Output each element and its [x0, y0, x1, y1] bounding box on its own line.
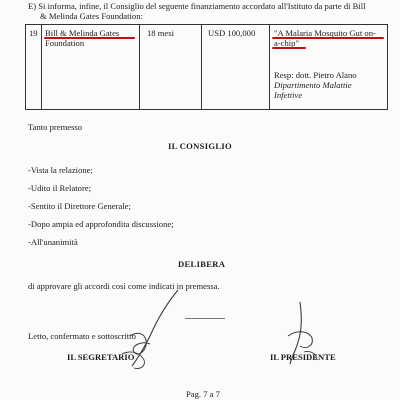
intro-line-2: & Melinda Gates Foundation:: [40, 11, 143, 21]
council-heading: IL CONSIGLIO: [168, 141, 233, 151]
project-title-cont: a-chip": [274, 38, 299, 48]
consideration-item: -Vista la relazione;: [28, 165, 93, 175]
funding-table: [25, 24, 388, 110]
project-highlight-underline-cont: [272, 47, 306, 49]
table-divider: [201, 25, 202, 109]
premise-text: Tanto premesso: [28, 122, 83, 132]
resolution-text: di approvare gli accordi così come indicati in premessa.: [28, 281, 220, 291]
department-cont: Infettive: [274, 90, 303, 100]
page-number: Pag. 7 a 7: [186, 389, 220, 399]
donor-name-cont: Foundation: [45, 38, 85, 48]
duration: 18 mesi: [147, 28, 174, 38]
responsible-person: Resp: dott. Pietro Alano: [274, 70, 357, 80]
intro-line-1: E) Si informa, infine, il Consiglio del seguente finanziamento accordato all'Istituto da parte di Bill: [28, 1, 366, 11]
closing-text: Letto, confermato e sottoscritto: [28, 331, 136, 341]
president-signature: [282, 300, 332, 370]
project-highlight-underline: [272, 37, 384, 39]
consideration-item: -Udito il Relatore;: [28, 183, 92, 193]
secretary-title: IL SEGRETARIO: [67, 352, 135, 362]
consideration-item: -Sentito il Direttore Generale;: [28, 201, 131, 211]
project-title: "A Malaria Mosquito Gut on-: [274, 28, 376, 38]
delibera-heading: DELIBERA: [178, 259, 226, 269]
department: Dipartimento Malattie: [274, 80, 352, 90]
consideration-item: -Dopo ampia ed approfondita discussione;: [28, 219, 174, 229]
donor-highlight-underline: [44, 37, 135, 39]
table-divider: [139, 25, 140, 109]
president-title: IL PRESIDENTE: [270, 352, 336, 362]
donor-name: Bill & Melinda Gates: [45, 28, 120, 38]
table-divider: [41, 25, 42, 109]
row-number: 19: [29, 28, 38, 38]
secretary-signature: [120, 288, 190, 373]
consideration-item: -All'unanimità: [28, 237, 78, 247]
table-divider: [269, 25, 270, 109]
amount: USD 100,000: [208, 28, 256, 38]
signature-line: [185, 318, 225, 319]
